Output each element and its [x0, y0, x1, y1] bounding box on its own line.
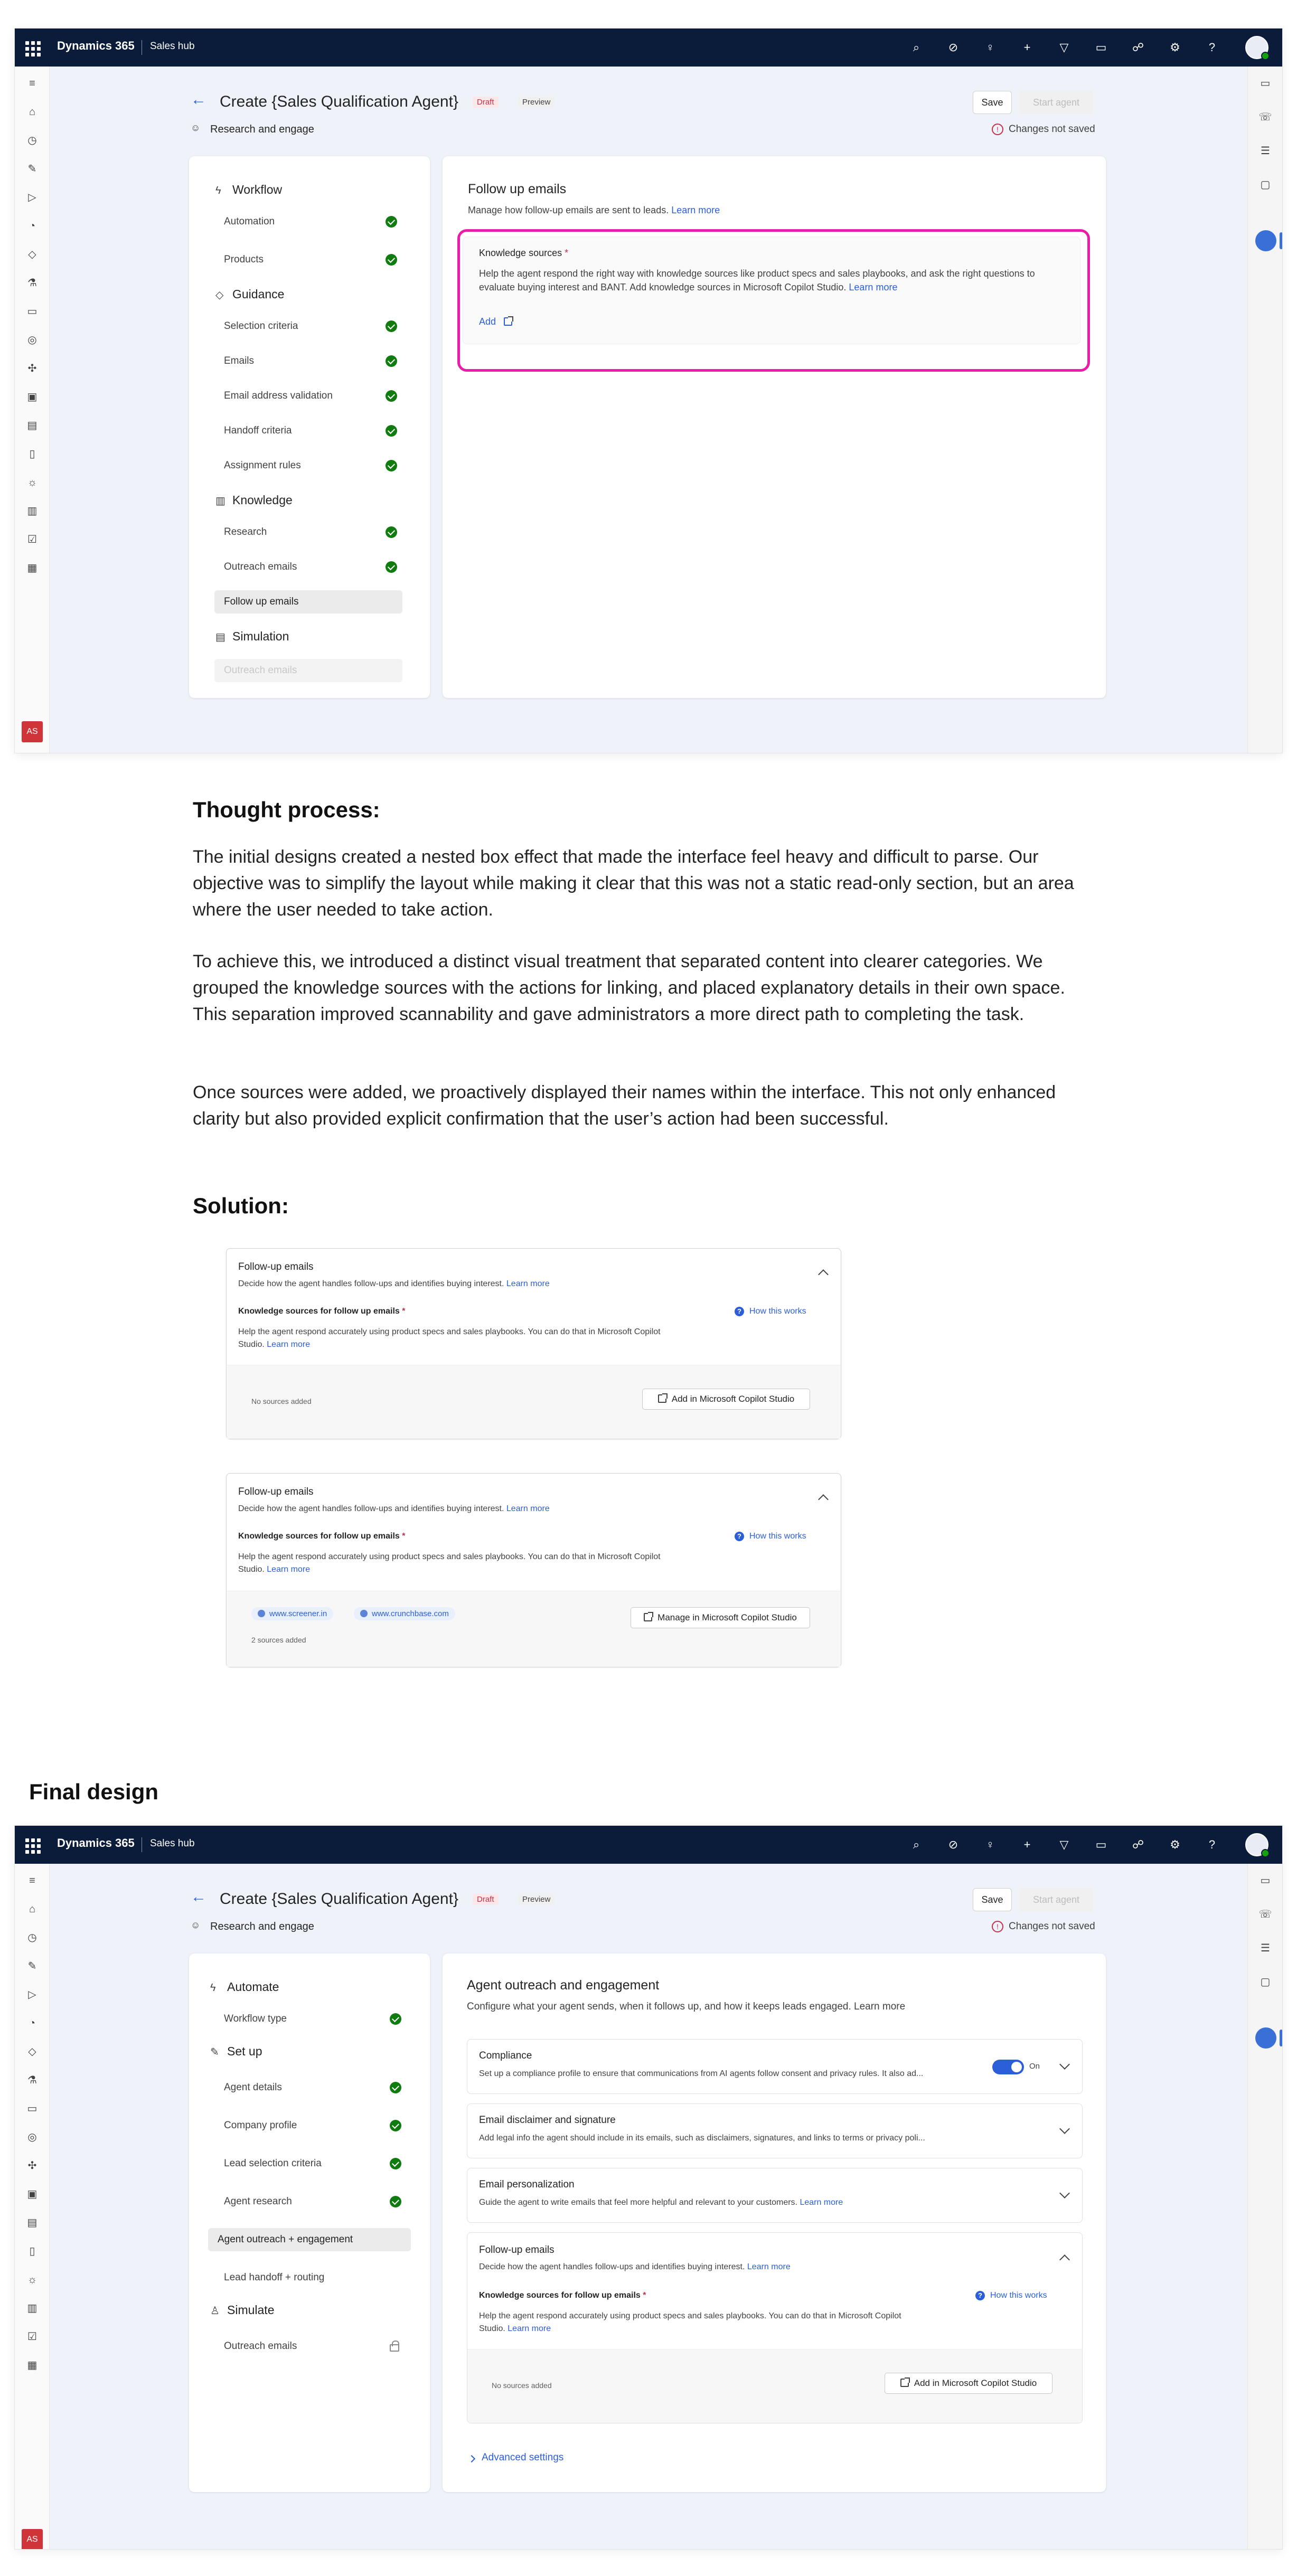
personalization-card[interactable] — [467, 2168, 1083, 2223]
recent-icon[interactable]: ◷ — [27, 1932, 37, 1943]
back-arrow-icon[interactable]: ← — [191, 1888, 206, 1905]
ks-description-text: Help the agent respond accurately using product specs and sales playbooks. You can do that in Microsoft Copilot Studio. — [238, 1327, 661, 1349]
add-icon[interactable]: + — [1023, 41, 1031, 54]
learn-more-link[interactable]: Learn more — [267, 1565, 311, 1574]
info-icon: ? — [975, 2291, 985, 2300]
nav-section-label: Guidance — [232, 287, 285, 301]
nav-section-label: Set up — [227, 2044, 262, 2058]
chat-panel-icon[interactable]: ▭ — [1260, 1875, 1271, 1886]
learn-more-link[interactable]: Learn more — [671, 205, 720, 215]
section-description-text: Manage how follow-up emails are sent to leads. — [468, 205, 669, 215]
globe-icon — [360, 1610, 368, 1617]
menu-icon[interactable]: ≡ — [29, 1875, 35, 1886]
page-subtitle: Research and engage — [210, 124, 314, 135]
phone-icon[interactable]: ☏ — [1258, 111, 1272, 123]
complete-icon — [386, 561, 397, 573]
ks-description — [238, 1551, 671, 1576]
disclaimer-card[interactable] — [467, 2103, 1083, 2158]
app-launcher-icon[interactable] — [22, 1835, 41, 1854]
required-marker: * — [402, 1307, 406, 1316]
nav-item-lead-selection[interactable]: Lead selection criteria — [224, 2158, 322, 2169]
library-icon: ▥ — [215, 495, 225, 507]
filter-icon[interactable]: ▽ — [1059, 1838, 1069, 1851]
learn-more-link[interactable]: Learn more — [506, 1279, 550, 1288]
nav-item-company-profile[interactable]: Company profile — [224, 2120, 297, 2131]
external-link-icon — [658, 1394, 666, 1403]
how-this-works-label: How this works — [749, 1307, 806, 1316]
compliance-description: Set up a compliance profile to ensure that communications from AI agents follow consent and privacy rules. It also ad... — [479, 2069, 924, 2078]
screen-icon[interactable]: ▭ — [27, 306, 37, 317]
add-in-copilot-studio-button[interactable] — [885, 2373, 1052, 2394]
complete-icon — [390, 2196, 401, 2207]
report-icon[interactable]: ▦ — [27, 2360, 37, 2371]
teams-icon[interactable]: ▤ — [27, 2217, 37, 2229]
unsaved-text: Changes not saved — [1009, 124, 1095, 135]
help-icon[interactable]: ? — [1208, 41, 1216, 54]
home-icon[interactable]: ⌂ — [29, 106, 36, 118]
flask-icon[interactable]: ⚗ — [27, 277, 37, 289]
ks-label-text: Knowledge sources for follow up emails — [479, 2291, 641, 2300]
nav-section-label: Simulation — [232, 629, 289, 643]
help-icon[interactable]: ? — [1208, 1838, 1216, 1851]
section-description: Configure what your agent sends, when it follows up, and how it keeps leads engaged. Learn more — [467, 2001, 906, 2012]
left-rail — [15, 1864, 50, 2549]
thought-process-heading: Thought process: — [193, 797, 380, 822]
nav-item-products[interactable]: Products — [224, 254, 264, 265]
guidance-icon: ◇ — [215, 289, 224, 301]
ks-description — [238, 1326, 671, 1351]
area-switcher[interactable]: AS — [22, 721, 43, 742]
nav-section-workflow — [215, 183, 282, 197]
nav-item-handoff-criteria[interactable]: Handoff criteria — [224, 425, 292, 436]
idea-icon[interactable]: ☼ — [27, 2274, 37, 2286]
info-icon: ? — [735, 1532, 744, 1541]
complete-icon — [386, 390, 397, 402]
learn-more-link[interactable]: Learn more — [507, 2324, 551, 2333]
learn-more-link[interactable]: Learn more — [849, 282, 898, 292]
network-icon[interactable]: ✣ — [27, 2160, 37, 2172]
phone-icon[interactable]: ☏ — [1258, 1909, 1272, 1920]
report-icon[interactable]: ▦ — [27, 562, 37, 574]
nav-item-emails[interactable]: Emails — [224, 355, 255, 366]
globe-icon — [258, 1610, 265, 1617]
nav-section-simulation — [215, 629, 289, 644]
nav-item-outreach-engagement[interactable]: Agent outreach + engagement — [208, 2228, 411, 2251]
mock-title: Follow-up emails — [238, 1486, 314, 1497]
nav-item-research[interactable]: Research — [224, 526, 267, 537]
draft-badge: Draft — [473, 1894, 499, 1905]
task-icon[interactable]: ⊘ — [948, 41, 958, 54]
no-sources-text: No sources added — [251, 1397, 312, 1405]
required-marker: * — [402, 1532, 406, 1541]
chat-icon[interactable]: ▭ — [1095, 41, 1107, 54]
how-this-works-label: How this works — [749, 1532, 806, 1541]
nav-section-label: Workflow — [232, 183, 283, 196]
collapse-icon[interactable] — [818, 1269, 829, 1280]
sources-area — [227, 1365, 840, 1439]
paragraph-1: The initial designs created a nested box effect that made the interface feel heavy and difficult to parse. Our objective was to simplify the layout while making it clear that this was not a static read-only section, but an area where the user needed to take action. — [193, 847, 1074, 920]
info-icon: ? — [735, 1307, 744, 1316]
personalization-title: Email personalization — [479, 2179, 575, 2190]
add-in-copilot-studio-label: Add in Microsoft Copilot Studio — [914, 2378, 1037, 2388]
presence-icon — [1261, 1849, 1270, 1857]
research-icon: ☺ — [191, 1920, 201, 1930]
save-button[interactable]: Save — [973, 1888, 1012, 1911]
complete-icon — [390, 2158, 401, 2169]
advanced-settings-link[interactable]: Advanced settings — [482, 2452, 564, 2463]
presence-icon — [1261, 52, 1270, 60]
complete-icon — [386, 254, 397, 266]
chat-panel-icon[interactable]: ▭ — [1260, 78, 1271, 89]
simulate-icon: ♙ — [210, 2305, 220, 2317]
disclaimer-description: Add legal info the agent should include in its emails, such as disclaimers, signatures, and links to terms or privacy poli... — [479, 2134, 925, 2143]
personalization-description — [479, 2198, 843, 2207]
nav-section-automate — [210, 1980, 279, 1994]
paragraph-3: Once sources were added, we proactively displayed their names within the interface. This not only enhanced clarity but also provided explicit confirmation that the user’s action had been successful. — [193, 1082, 1056, 1129]
warning-icon: ! — [992, 1921, 1003, 1932]
source-chip[interactable] — [354, 1607, 455, 1620]
nav-section-set-up — [210, 2044, 262, 2059]
mock-description-text: Decide how the agent handles follow-ups and identifies buying interest. — [479, 2262, 745, 2271]
complete-icon — [386, 526, 397, 538]
mock-title: Follow-up emails — [479, 2244, 554, 2256]
unsaved-status — [992, 1921, 1095, 1932]
mock-description — [238, 1279, 550, 1289]
search-icon[interactable]: ⌕ — [913, 1838, 920, 1851]
sales-icon[interactable]: ◔ — [29, 220, 36, 232]
diamond-icon[interactable]: ◇ — [28, 2046, 36, 2058]
complete-icon — [386, 460, 397, 471]
source-chip[interactable] — [251, 1607, 333, 1620]
checklist-icon[interactable]: ☑ — [27, 2331, 37, 2343]
how-this-works-link[interactable] — [735, 1532, 806, 1541]
mock-description — [479, 2262, 791, 2272]
warning-icon: ! — [992, 124, 1003, 135]
nav-item-selection-criteria[interactable]: Selection criteria — [224, 320, 298, 332]
advanced-chevron-icon[interactable] — [468, 2455, 475, 2462]
nav-item-email-validation[interactable]: Email address validation — [224, 390, 333, 401]
search-icon[interactable]: ⌕ — [913, 41, 920, 54]
brand-name[interactable]: Dynamics 365 — [57, 39, 135, 52]
add-in-copilot-studio-button[interactable] — [642, 1389, 810, 1410]
expand-icon[interactable] — [1059, 2059, 1070, 2070]
top-bar — [15, 1826, 1282, 1864]
globe-icon[interactable]: ◎ — [27, 2131, 37, 2143]
diamond-icon[interactable]: ◇ — [28, 249, 36, 260]
external-link-icon — [900, 2379, 909, 2387]
source-chip-label: www.crunchbase.com — [372, 1609, 449, 1618]
personalization-description-text: Guide the agent to write emails that feel more helpful and relevant to your customers. — [479, 2198, 797, 2207]
learn-more-link[interactable]: Learn more — [506, 1504, 550, 1513]
pin-icon[interactable]: ✎ — [27, 163, 37, 175]
hub-name[interactable]: Sales hub — [150, 41, 195, 52]
add-in-copilot-studio-label: Add in Microsoft Copilot Studio — [671, 1394, 795, 1404]
nav-section-simulate — [210, 2303, 274, 2317]
list-icon[interactable]: ☰ — [1261, 145, 1270, 157]
unsaved-text: Changes not saved — [1009, 1921, 1095, 1932]
expand-icon[interactable] — [1059, 2188, 1070, 2198]
nav-item-outreach-emails[interactable]: Outreach emails — [224, 561, 297, 572]
add-source-label: Add — [479, 316, 496, 327]
toggle-label: On — [1029, 2062, 1040, 2071]
ks-label — [479, 2291, 646, 2300]
chat-icon[interactable]: ▭ — [1095, 1838, 1107, 1851]
copilot-icon[interactable] — [1255, 2027, 1276, 2049]
research-icon: ☺ — [191, 122, 201, 133]
map-icon[interactable]: ▥ — [27, 505, 37, 517]
manage-in-copilot-studio-label: Manage in Microsoft Copilot Studio — [657, 1612, 797, 1622]
start-agent-button[interactable]: Start agent — [1019, 91, 1093, 114]
linkedin-icon[interactable]: ▣ — [27, 2188, 37, 2200]
main-panel — [443, 1954, 1106, 2492]
no-sources-text: No sources added — [492, 2381, 552, 2390]
feedback-icon[interactable]: ☍ — [1132, 1838, 1144, 1851]
page-subtitle: Research and engage — [210, 1921, 314, 1932]
save-button[interactable]: Save — [973, 91, 1012, 114]
mock-description-text: Decide how the agent handles follow-ups and identifies buying interest. — [238, 1279, 504, 1288]
brand-name[interactable]: Dynamics 365 — [57, 1836, 135, 1850]
checklist-icon[interactable]: ☑ — [27, 534, 37, 545]
right-rail — [1247, 1864, 1282, 2549]
document-icon[interactable]: ▯ — [29, 2245, 35, 2257]
left-nav-panel — [189, 156, 430, 698]
globe-icon[interactable]: ◎ — [27, 334, 37, 346]
settings-icon[interactable]: ⚙ — [1170, 1838, 1180, 1851]
complete-icon — [386, 355, 397, 367]
ks-label-text: Knowledge sources for follow up emails — [238, 1532, 400, 1541]
task-icon[interactable]: ⊘ — [948, 1838, 958, 1851]
flask-icon[interactable]: ⚗ — [27, 2074, 37, 2086]
mock-description-text: Decide how the agent handles follow-ups and identifies buying interest. — [238, 1504, 504, 1513]
external-link-icon — [644, 1613, 652, 1621]
learn-more-link[interactable]: Learn more — [800, 2198, 843, 2207]
nav-item-lead-handoff[interactable]: Lead handoff + routing — [224, 2272, 325, 2283]
paragraph-2: To achieve this, we introduced a distinct visual treatment that separated content into clearer categories. We grouped the knowledge sources with the actions for linking, and placed explanatory details in their own space. This separation improved scannability and gave administrators a more direct path to completing the task. — [193, 951, 1065, 1024]
manage-in-copilot-studio-button[interactable] — [631, 1607, 810, 1628]
idea-icon[interactable]: ☼ — [27, 477, 37, 488]
lightbulb-icon[interactable]: ♀ — [985, 41, 995, 54]
preview-badge: Preview — [518, 1894, 554, 1905]
required-marker: * — [565, 248, 569, 258]
complete-icon — [390, 2120, 401, 2131]
preview-badge: Preview — [518, 97, 554, 108]
complete-icon — [386, 216, 397, 228]
play-icon[interactable]: ▷ — [28, 192, 36, 203]
note-icon[interactable]: ▢ — [1260, 1976, 1271, 1988]
user-avatar[interactable] — [1245, 36, 1268, 59]
linkedin-icon[interactable]: ▣ — [27, 391, 37, 403]
nav-section-knowledge — [215, 493, 293, 507]
screenshot-final — [15, 1826, 1282, 2549]
copilot-icon[interactable] — [1255, 230, 1276, 251]
mock-description — [238, 1504, 550, 1514]
solution-mock-filled — [226, 1473, 841, 1667]
highlight-outline — [457, 229, 1090, 372]
draft-badge: Draft — [473, 97, 499, 108]
section-title: Follow up emails — [468, 182, 567, 196]
how-this-works-link[interactable] — [975, 2291, 1047, 2300]
collapse-icon[interactable] — [818, 1494, 829, 1505]
area-switcher[interactable]: AS — [22, 2529, 43, 2549]
left-rail — [15, 67, 50, 753]
nav-item-automation[interactable]: Automation — [224, 216, 275, 227]
expand-icon[interactable] — [1059, 2124, 1070, 2134]
nav-section-label: Automate — [227, 1980, 279, 1994]
nav-item-workflow-type[interactable]: Workflow type — [224, 2013, 287, 2024]
pin-icon[interactable]: ✎ — [27, 1960, 37, 1972]
sources-count: 2 sources added — [251, 1636, 306, 1644]
nav-item-agent-research[interactable]: Agent research — [224, 2196, 292, 2207]
nav-item-assignment-rules[interactable]: Assignment rules — [224, 460, 301, 471]
solution-mock-empty — [226, 1248, 841, 1439]
section-description — [468, 205, 720, 216]
complete-icon — [386, 320, 397, 332]
collapse-icon[interactable] — [1059, 2254, 1070, 2265]
final-design-heading: Final design — [29, 1779, 159, 1804]
nav-item-simulate-outreach[interactable]: Outreach emails — [224, 2341, 297, 2352]
start-agent-button[interactable]: Start agent — [1019, 1888, 1093, 1911]
home-icon[interactable]: ⌂ — [29, 1903, 36, 1915]
page-title: Create {Sales Qualification Agent} — [220, 1890, 458, 1908]
compliance-toggle[interactable] — [992, 2060, 1024, 2074]
feedback-icon[interactable]: ☍ — [1132, 41, 1144, 54]
knowledge-sources-label-text: Knowledge sources — [479, 248, 562, 258]
sources-area — [467, 2349, 1083, 2423]
source-chip-label: www.screener.in — [269, 1609, 327, 1618]
app-launcher-icon[interactable] — [22, 38, 41, 57]
nav-section-guidance — [215, 287, 284, 301]
add-icon[interactable]: + — [1023, 1838, 1031, 1851]
ks-description-text: Help the agent respond accurately using product specs and sales playbooks. You can do that in Microsoft Copilot Studio. — [238, 1552, 661, 1574]
left-nav-panel — [189, 1954, 430, 2492]
knowledge-sources-description-text: Help the agent respond the right way with knowledge sources like product specs and sales playbooks, and ask the right questions to evaluate buying interest and BANT. Add knowledge sources in Microsoft Copilot Studio. — [479, 268, 1035, 292]
ks-description-text: Help the agent respond accurately using product specs and sales playbooks. You can do that in Microsoft Copilot Studio. — [479, 2311, 901, 2333]
teams-icon[interactable]: ▤ — [27, 420, 37, 431]
ks-label-text: Knowledge sources for follow up emails — [238, 1307, 400, 1316]
solution-heading: Solution: — [193, 1193, 289, 1218]
simulation-icon: ▤ — [215, 631, 225, 643]
section-title: Agent outreach and engagement — [467, 1978, 660, 1993]
compliance-title: Compliance — [479, 2050, 532, 2061]
learn-more-link[interactable]: Learn more — [747, 2262, 791, 2271]
required-marker: * — [643, 2291, 646, 2300]
compliance-card[interactable] — [467, 2039, 1083, 2094]
how-this-works-link[interactable] — [735, 1307, 806, 1316]
lightning-icon: ϟ — [215, 185, 221, 196]
screen-icon[interactable]: ▭ — [27, 2103, 37, 2115]
complete-icon — [390, 2082, 401, 2093]
lock-icon — [390, 2344, 399, 2352]
ks-label — [238, 1532, 406, 1541]
settings-icon[interactable]: ⚙ — [1170, 41, 1180, 54]
mock-title: Follow-up emails — [238, 1261, 314, 1272]
hub-name[interactable]: Sales hub — [150, 1838, 195, 1849]
back-arrow-icon[interactable]: ← — [191, 91, 206, 108]
nav-section-label: Simulate — [227, 2303, 275, 2317]
nav-item-sim-outreach[interactable]: Outreach emails — [214, 659, 402, 682]
filter-icon[interactable]: ▽ — [1059, 41, 1069, 54]
nav-item-follow-up-emails[interactable]: Follow up emails — [214, 590, 402, 614]
how-this-works-label: How this works — [990, 2291, 1047, 2300]
ks-label — [238, 1307, 406, 1316]
ks-description — [479, 2310, 912, 2335]
follow-up-card — [467, 2232, 1083, 2423]
learn-more-link[interactable]: Learn more — [267, 1340, 311, 1349]
map-icon[interactable]: ▥ — [27, 2303, 37, 2314]
nav-item-agent-details[interactable]: Agent details — [224, 2082, 282, 2093]
lightbulb-icon[interactable]: ♀ — [985, 1838, 995, 1851]
lightning-icon: ϟ — [210, 1982, 216, 1994]
complete-icon — [386, 425, 397, 437]
complete-icon — [390, 2013, 401, 2025]
nav-section-label: Knowledge — [232, 493, 293, 507]
unsaved-status — [992, 124, 1095, 135]
list-icon[interactable]: ☰ — [1261, 1942, 1270, 1954]
play-icon[interactable]: ▷ — [28, 1989, 36, 2001]
disclaimer-title: Email disclaimer and signature — [479, 2115, 616, 2126]
right-rail — [1247, 67, 1282, 753]
sources-area — [227, 1591, 840, 1667]
screenshot-initial — [15, 29, 1282, 753]
page-title: Create {Sales Qualification Agent} — [220, 93, 458, 110]
setup-icon: ✎ — [210, 2046, 219, 2058]
note-icon[interactable]: ▢ — [1260, 179, 1271, 191]
user-avatar[interactable] — [1245, 1833, 1268, 1856]
top-bar — [15, 29, 1282, 67]
sales-icon[interactable]: ◔ — [29, 2017, 36, 2029]
network-icon[interactable]: ✣ — [27, 363, 37, 374]
document-icon[interactable]: ▯ — [29, 448, 35, 460]
menu-icon[interactable]: ≡ — [29, 78, 35, 89]
recent-icon[interactable]: ◷ — [27, 135, 37, 146]
